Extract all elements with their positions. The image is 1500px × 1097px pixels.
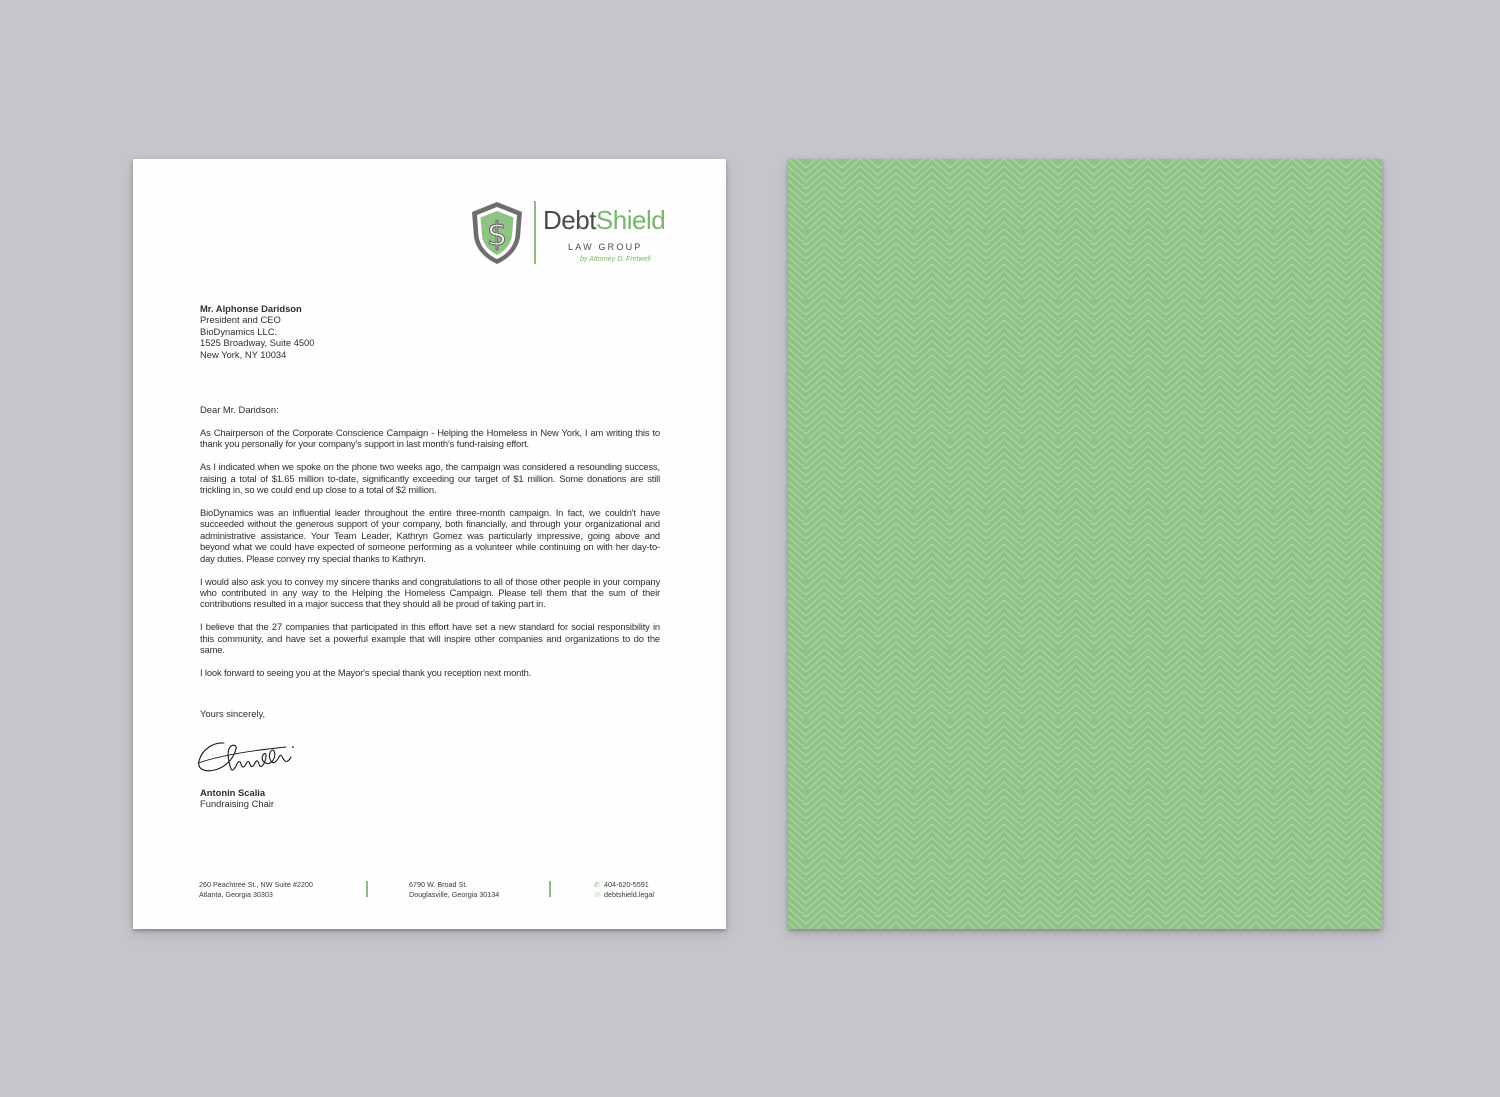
footer-website[interactable]: debtshield.legal [604, 890, 654, 899]
recipient-name: Mr. Alphonse Daridson [200, 303, 302, 314]
closing: Yours sincerely, [200, 708, 266, 719]
logo-divider [534, 201, 536, 264]
globe-icon: ☉ [594, 890, 601, 899]
signer-title: Fundraising Chair [200, 798, 274, 810]
brand-name-shield: Shield [595, 205, 666, 235]
footer-divider [366, 881, 368, 897]
footer-address-1-line1: 260 Peachtree St., NW Suite #2200 [199, 880, 313, 889]
brand-name-debt: Debt [543, 205, 596, 235]
chevron-pattern [788, 159, 1382, 929]
brand-name [543, 207, 665, 233]
signer-name: Antonin Scalia [200, 787, 266, 798]
footer-address-1 [199, 880, 313, 900]
footer-address-1-line2: Atlanta, Georgia 30303 [199, 890, 273, 899]
footer-address-2-line1: 6790 W. Broad St. [409, 880, 468, 889]
svg-text:$: $ [486, 215, 508, 253]
footer-address-2 [409, 880, 499, 900]
paragraph: I would also ask you to convey my sincere thanks and congratulations to all of those other people in your company who contributed in any way to the Helping the Homeless Campaign. Please tell them that the sum of their contributions resulted in a major success that they should all be proud of taking part in. [200, 575, 660, 610]
footer-phone[interactable]: 404-620-5591 [604, 880, 649, 889]
recipient-company: BioDynamics LLC. [200, 325, 278, 337]
brand-logo [467, 200, 667, 268]
letter-body [200, 427, 660, 690]
recipient-address [200, 303, 460, 360]
footer-divider [549, 881, 551, 897]
signature [196, 733, 300, 779]
salutation: Dear Mr. Daridson: [200, 404, 279, 415]
paragraph: As Chairperson of the Corporate Conscience Campaign - Helping the Homeless in New York, I am writing this to thank you personally for your company's support in last month's fund-raising effort. [200, 427, 660, 450]
signer-block [200, 787, 274, 810]
brand-byline: by Attorney D. Fretwell [580, 256, 651, 263]
recipient-street: 1525 Broadway, Suite 4500 [200, 337, 315, 349]
recipient-title: President and CEO [200, 314, 281, 326]
letterhead-page [133, 159, 726, 929]
pattern-back-page [788, 159, 1382, 929]
phone-icon: ✆ [594, 880, 601, 889]
footer-address-2-line2: Douglasville, Georgia 30134 [409, 890, 500, 899]
paragraph: BioDynamics was an influential leader throughout the entire three-month campaign. In fact, we couldn't have succeeded without the generous support of your company, both financially, and through your organizational and administrative assistance. Your Team Leader, Kathryn Gomez was particularly impressive, going above and beyond what we could have expected of someone performing as a volunteer while continuing on with her day-to-day duties. Please convey my special thanks to Kathryn. [200, 507, 660, 564]
recipient-city: New York, NY 10034 [200, 348, 287, 360]
paragraph: I look forward to seeing you at the Mayor's special thank you reception next month. [200, 667, 532, 678]
footer-contact [594, 880, 654, 900]
shield-dollar-icon [467, 200, 527, 266]
brand-tagline: LAW GROUP [568, 242, 643, 252]
paragraph: I believe that the 27 companies that participated in this effort have set a new standard for social responsibility in this community, and have set a powerful example that will inspire other companies and organizations to do the same. [200, 621, 660, 656]
paragraph: As I indicated when we spoke on the phone two weeks ago, the campaign was considered a resounding success, raising a total of $1.65 million to-date, significantly exceeding our target of $1 million. Some donations are still trickling in, so we could end up close to a total of $2 million. [200, 461, 660, 496]
